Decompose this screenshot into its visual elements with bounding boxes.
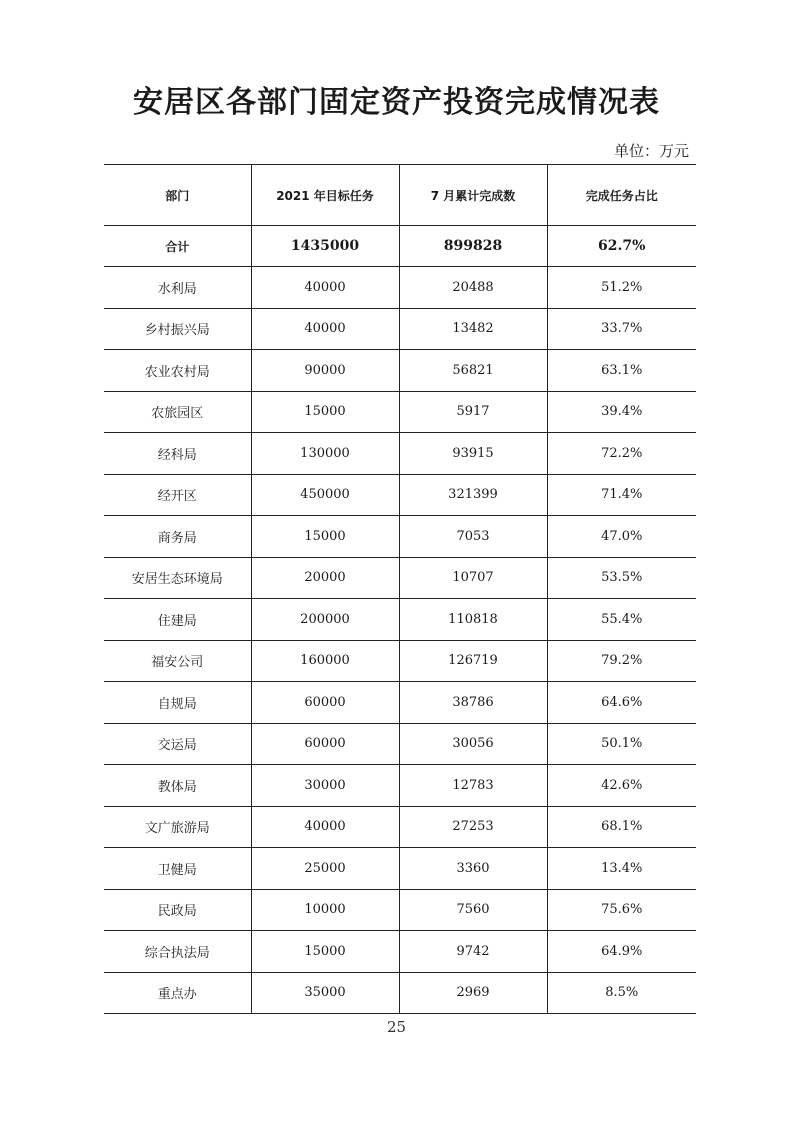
cell-completed: 2969 (399, 972, 547, 1014)
table-row (104, 599, 696, 641)
header-target: 2021 年目标任务 (251, 165, 399, 226)
cell-ratio: 13.4% (547, 848, 696, 890)
table-row (104, 931, 696, 973)
cell-target: 200000 (251, 599, 399, 641)
total-row (104, 226, 696, 267)
cell-department: 民政局 (104, 889, 251, 931)
cell-ratio: 72.2% (547, 433, 696, 475)
cell-department: 文广旅游局 (104, 806, 251, 848)
cell-completed: 321399 (399, 474, 547, 516)
table-row (104, 267, 696, 309)
cell-ratio: 71.4% (547, 474, 696, 516)
cell-target: 20000 (251, 557, 399, 599)
cell-target: 15000 (251, 391, 399, 433)
cell-department: 卫健局 (104, 848, 251, 890)
cell-target: 10000 (251, 889, 399, 931)
cell-target: 15000 (251, 931, 399, 973)
cell-ratio: 50.1% (547, 723, 696, 765)
cell-ratio: 64.6% (547, 682, 696, 724)
cell-target: 15000 (251, 516, 399, 558)
cell-target: 130000 (251, 433, 399, 475)
cell-department: 商务局 (104, 516, 251, 558)
cell-department: 经开区 (104, 474, 251, 516)
table-row (104, 308, 696, 350)
total-department: 合计 (104, 226, 251, 267)
cell-ratio: 51.2% (547, 267, 696, 309)
cell-target: 60000 (251, 723, 399, 765)
cell-ratio: 42.6% (547, 765, 696, 807)
cell-completed: 30056 (399, 723, 547, 765)
total-ratio: 62.7% (547, 226, 696, 267)
cell-completed: 93915 (399, 433, 547, 475)
table-row (104, 806, 696, 848)
total-completed: 899828 (399, 226, 547, 267)
investment-table (104, 164, 696, 1014)
table-row (104, 723, 696, 765)
cell-department: 农旅园区 (104, 391, 251, 433)
page-title: 安居区各部门固定资产投资完成情况表 (133, 85, 660, 120)
cell-ratio: 75.6% (547, 889, 696, 931)
cell-completed: 56821 (399, 350, 547, 392)
cell-ratio: 79.2% (547, 640, 696, 682)
cell-ratio: 39.4% (547, 391, 696, 433)
table-row (104, 557, 696, 599)
header-row (104, 165, 696, 226)
table-row (104, 972, 696, 1014)
page-number: 25 (386, 1018, 407, 1036)
cell-completed: 10707 (399, 557, 547, 599)
cell-department: 经科局 (104, 433, 251, 475)
cell-department: 住建局 (104, 599, 251, 641)
cell-ratio: 33.7% (547, 308, 696, 350)
cell-target: 30000 (251, 765, 399, 807)
cell-department: 重点办 (104, 972, 251, 1014)
table-row (104, 433, 696, 475)
cell-completed: 12783 (399, 765, 547, 807)
cell-completed: 27253 (399, 806, 547, 848)
cell-ratio: 64.9% (547, 931, 696, 973)
cell-target: 40000 (251, 267, 399, 309)
table-row (104, 516, 696, 558)
cell-ratio: 8.5% (547, 972, 696, 1014)
cell-department: 交运局 (104, 723, 251, 765)
cell-completed: 20488 (399, 267, 547, 309)
cell-target: 60000 (251, 682, 399, 724)
cell-completed: 3360 (399, 848, 547, 890)
cell-ratio: 53.5% (547, 557, 696, 599)
table-row (104, 474, 696, 516)
table-header (104, 165, 696, 226)
cell-department: 安居生态环境局 (104, 557, 251, 599)
cell-department: 综合执法局 (104, 931, 251, 973)
cell-completed: 7560 (399, 889, 547, 931)
cell-ratio: 63.1% (547, 350, 696, 392)
table-body (104, 226, 696, 1014)
cell-ratio: 68.1% (547, 806, 696, 848)
cell-completed: 5917 (399, 391, 547, 433)
cell-target: 450000 (251, 474, 399, 516)
cell-completed: 7053 (399, 516, 547, 558)
cell-department: 乡村振兴局 (104, 308, 251, 350)
cell-department: 教体局 (104, 765, 251, 807)
cell-completed: 110818 (399, 599, 547, 641)
cell-department: 自规局 (104, 682, 251, 724)
header-department: 部门 (104, 165, 251, 226)
cell-target: 40000 (251, 806, 399, 848)
cell-target: 90000 (251, 350, 399, 392)
cell-department: 农业农村局 (104, 350, 251, 392)
table-row (104, 848, 696, 890)
cell-target: 35000 (251, 972, 399, 1014)
cell-ratio: 47.0% (547, 516, 696, 558)
table-row (104, 765, 696, 807)
table-row (104, 889, 696, 931)
cell-completed: 13482 (399, 308, 547, 350)
table-row (104, 640, 696, 682)
cell-target: 160000 (251, 640, 399, 682)
cell-ratio: 55.4% (547, 599, 696, 641)
cell-target: 40000 (251, 308, 399, 350)
table-row (104, 682, 696, 724)
cell-completed: 38786 (399, 682, 547, 724)
table-row (104, 391, 696, 433)
cell-completed: 9742 (399, 931, 547, 973)
unit-note: 单位：万元 (613, 142, 689, 160)
cell-department: 水利局 (104, 267, 251, 309)
cell-completed: 126719 (399, 640, 547, 682)
cell-target: 25000 (251, 848, 399, 890)
header-ratio: 完成任务占比 (547, 165, 696, 226)
table-row (104, 350, 696, 392)
cell-department: 福安公司 (104, 640, 251, 682)
total-target: 1435000 (251, 226, 399, 267)
header-completed: 7 月累计完成数 (399, 165, 547, 226)
